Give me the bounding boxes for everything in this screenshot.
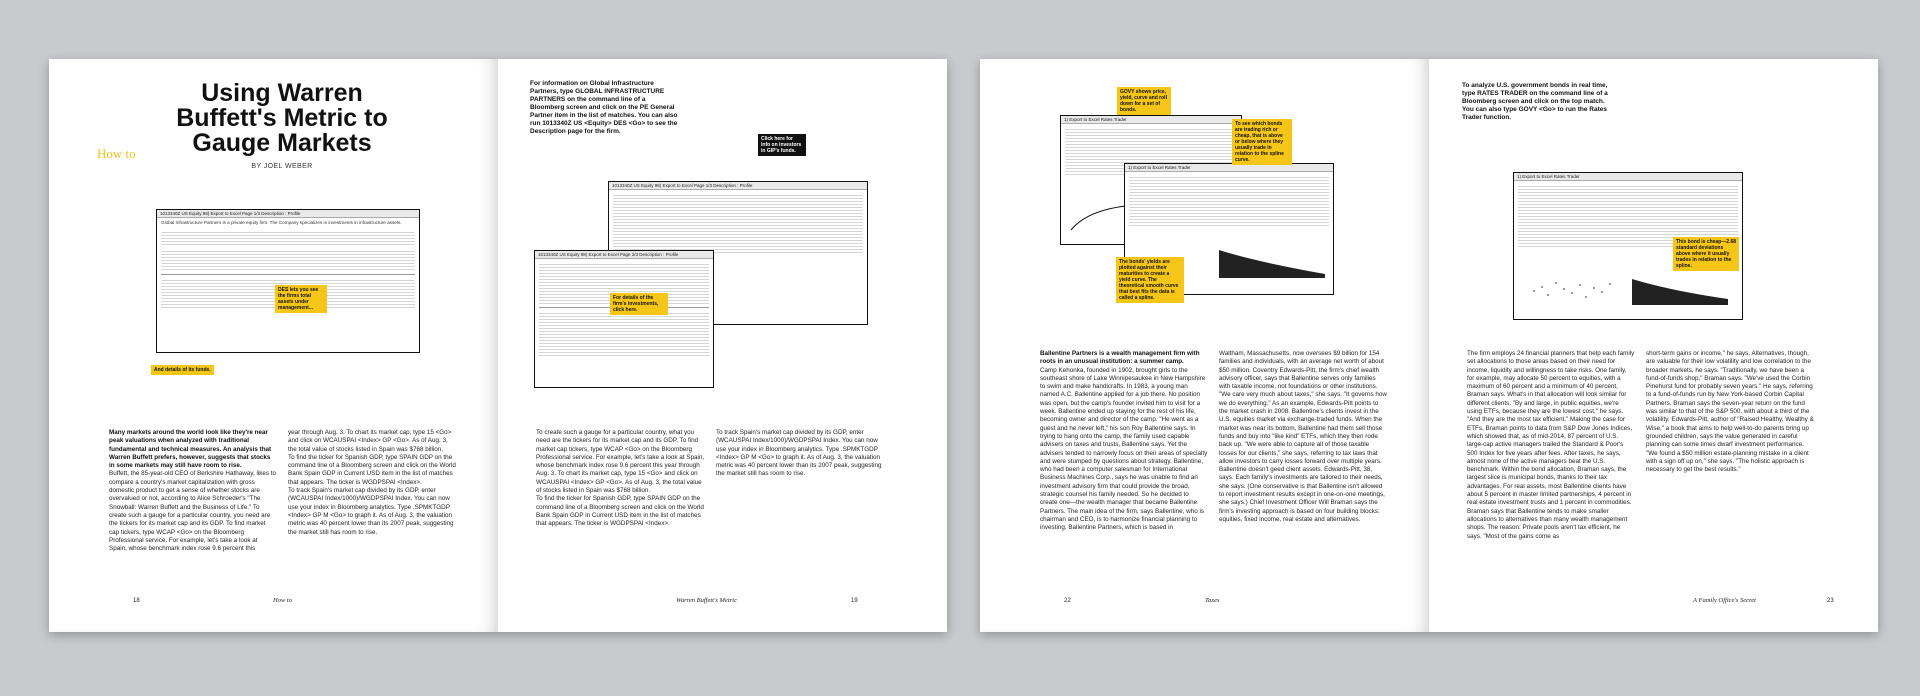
paragraph: To find the ticker for Spanish GDP, type SPAIN GDP on the command line of a Bloomberg screen and click on the World Bank Spain GDP in Current USD item in the list of matches that appears. The ticker is WGDPSPAI <Index>.: [288, 453, 456, 486]
screenshot-header: 1) Export to Excel Rates Trader: [1125, 164, 1333, 172]
body-column-1: [109, 429, 277, 553]
bloomberg-screenshot: [156, 209, 420, 353]
running-head: Taxes: [1205, 597, 1220, 604]
paragraph: Camp Kehonka, founded in 1902, brought girls to the southeast shore of Lake Winnipesaukee in New Hampshire to swim and make handicrafts. In 1983, a young man named A.C. Ballentine applied for a job there. No position was open, but the camp's founder invited him to visit for a week. Ballentine ended up staying for the rest of his life, becoming owner and director of the camp. "He went as a guest and he never left," his son Roy Ballentine says. In trying to hang onto the camp, the family used capable advisers on taxes and trusts, Ballentine says. Yet the advisers tended to narrowly focus on their areas of specialty and were stumped by questions about strategy. Ballentine, who had been a computer salesman for International Business Machines Corp., says he was unable to find an investment advisory firm that could provide the broad, strategic counsel his family needed. So he decided to create one—the wealth manager that became Ballentine Partners. The main idea of the firm, says Ballentine, who is chairman and CEO, is to harmonize financial planning to investing. Ballentine Partners, which is based in: [1040, 366, 1208, 532]
callout-investments: For details of the firm's investments, click here.: [610, 293, 668, 315]
body-column-2: [1646, 350, 1814, 474]
spread-right: [980, 59, 1878, 632]
running-head: A Family Office's Secret: [1693, 597, 1756, 604]
scatter-chart-icon: [1522, 269, 1732, 309]
paragraph: Waltham, Massachusetts, now oversees $9 billion for 154 families and individuals, with an average net worth of about $50 million. Coventry Edwards-Pitt, the firm's chief wealth advisory officer, says that Ballentine serves only families with taxable income, not foundations or other institutions. "We care very much about taxes," she says. "It governs how we do everything." As an example, Edwards-Pitt points to the market crash in 2008. Ballentine's clients invest in the U.S. equities market via exchange-traded funds. When the market was near its bottom, Ballentine had them sell those funds and buy into "like kind" ETFs, which they then rode back up. "We were able to capture all of those taxable losses for our clients," she says, referring to tax laws that allow investors to carry losses forward over multiple years. Ballentine doesn't geed client assets. Edwards-Pitt, 38, says. Each family's investments are tailored to their needs, she says. (One conservative is that Ballentine isn't allowed to report investment results except in one-on-one meetings, she says.) Chief Investment Officer Will Braman says the firm's investing approach is based on four building blocks: equities, fixed income, real estate and alternatives.: [1219, 350, 1387, 523]
paragraph: Buffett, the 85-year-old CEO of Berkshire Hathaway, likes to compare a country's market capitalization with gross domestic product to get a sense of whether stocks are overvalued or not, according to Alice Schroeder's "The Snowball: Warren Buffett and the Business of Life." To create such a gauge for a particular country, you need are the tickers for its market cap and its GDP. To find market cap tickers, type WCAP <Go> on the Bloomberg Professional service. For example, let's take a look at Spain, whose benchmark index rose 9.6 percent this: [109, 470, 277, 553]
instruction-paragraph: To analyze U.S. government bonds in real time, type RATES TRADER on the command line of a Bloomberg screen and click on the top match. You can also type GOVY <Go> to run the Rates Trader function.: [1462, 82, 1608, 121]
byline: BY JOEL WEBER: [251, 163, 313, 170]
screenshot-header: 1013340Z US Equity 98) Export to Excel Page 1/3 Description : Profile: [609, 182, 867, 190]
body-column-1: [1467, 350, 1635, 541]
callout-investors: Click here for info on investors in GIP's funds.: [758, 134, 806, 156]
page-23: [1429, 59, 1878, 632]
callout-yield-curve: The bonds' yields are plotted against their maturities to create a yield curve. The theoretical smooth curve that best fits the data is called a spline.: [1116, 257, 1184, 303]
running-head: Warren Buffett's Metric: [676, 597, 737, 604]
lead-paragraph: Many markets around the world look like they're near peak valuations when analyzed with traditional fundamental and technical measures. An analysis that Warren Buffett prefers, however, suggests that stocks in some markets may still have room to rise.: [109, 429, 272, 470]
paragraph: To create such a gauge for a particular country, what you need are the tickers for its market cap and its GDP. To find market cap tickers, type WCAP <Go> on the Bloomberg Professional service. For example, let's take a look at Spain, whose benchmark index rose 9.6 percent this year through Aug. 3. To chart its market cap, type 15 <Go> and click on WCAUSPAI <Index> GP <Go>. As of Aug. 3, the total value of stocks listed in Spain was $768 billion.: [536, 429, 705, 495]
section-tag: How to: [97, 146, 136, 161]
screenshot-body-text: Global Infrastructure Partners is a private equity firm. The Company specializes in investments in infrastructure assets.: [161, 220, 402, 225]
page-22: [980, 59, 1429, 632]
paragraph: To find the ticker for Spanish GDP, type SPAIN GDP on the command line of a Bloomberg screen and click on the World Bank Spain GDP in Current USD item in the list of matches that appears. The ticker is WGDPSPAI <Index>.: [536, 495, 704, 528]
paragraph: To track Spain's market cap divided by its GDP, enter (WCAUSPAI Index/1000)/WGDPSPAI Index. You can now use your index in Bloomberg analytics. Type .SPMKTGDP <Index> GP M <Go> to graph it. As of Aug. 3, the valuation metric was 40 percent lower than its 2007 peak, suggesting the market still has room to rise.: [288, 487, 454, 536]
spline-chart-icon: [1217, 244, 1327, 278]
screenshot-header: 1) Export to Excel Rates Trader: [1514, 173, 1742, 181]
lead-paragraph: Ballentine Partners is a wealth management firm with roots in an unusual institution: a summer camp.: [1040, 350, 1200, 366]
screenshot-header: 1) Export to Excel Rates Trader: [1061, 116, 1241, 124]
bloomberg-screenshot-front: [534, 250, 714, 388]
callout-govy: GOVY shows price, yield, curve and roll down for a set of bonds.: [1117, 87, 1171, 115]
running-head: How to: [273, 597, 292, 604]
callout-rich-cheap: To see which bonds are trading rich or cheap, that is above or below where they usually trade in relation to the spline curve.: [1232, 119, 1292, 165]
instruction-paragraph: For information on Global Infrastructure Partners, type GLOBAL INFRASTRUCTURE PARTNERS on the command line of a Bloomberg screen and click on the PE General Partner item in the list of matches. You can also run 1013340Z US <Equity> DES <Go> to see the Description page for the firm.: [530, 80, 678, 135]
body-column-2: [288, 429, 456, 537]
paragraph: To track Spain's market cap divided by its GDP, enter (WCAUSPAI Index/1000)/WGDPSPAI Index. You can now use your index in Bloomberg analytics. Type .SPMKTGDP <Index> GP M <Go> to graph it. As of Aug. 3, the valuation metric was 40 percent lower than its 2007 peak, suggesting the market still has room to rise.: [716, 429, 882, 478]
screenshot-header: 1013340Z US Equity 98) Export to Excel Page 1/3 Description : Profile: [157, 210, 419, 218]
folio: 18: [133, 598, 140, 604]
folio: 23: [1827, 598, 1834, 604]
callout-cheap-bond: This bond is cheap—2.68 standard deviations above where it usually trades in relation to the spline.: [1673, 237, 1739, 271]
callout-des-assets: DES lets you see the firms total assets under management...: [275, 285, 327, 313]
article-title: Using Warren Buffett's Metric to Gauge Markets: [176, 79, 388, 157]
body-column-2: [1219, 350, 1387, 524]
spread-left: [49, 59, 947, 632]
folio: 22: [1064, 598, 1071, 604]
paragraph: The firm employs 24 financial planners that help each family set allocations to those areas based on their need for income, liquidity and willingness to take risks. One family, for example, may allocate 50 percent to equities, with a maximum of 60 percent and a minimum of 40 percent, Braman says. What's in that allocation will look similar for different clients. "By and large, in public equities, we're using ETFs, because they are the lowest cost," he says. "And they are the most tax efficient." Making the case for ETFs, Braman points to data from S&P Dow Jones Indices, which showed that, as of mid-2014, 87 percent of U.S. large-cap active managers trailed the Standard & Poor's 500 Index for five years after fees. After taxes, he says, almost none of the active managers beat the U.S. benchmark. Within the bond allocation, Braman says, the largest slice is municipal bonds, thanks to their tax advantages. For real assets, most Ballentine clients have about 5 percent in master limited partnerships, 4 percent in real estate investment trusts and 1 percent in commodities. Braman says that Ballentine tends to make smaller allocations to alternatives than many wealth management shops. The reason: Private pools aren't tax efficient, he says. "Most of the gains come as: [1467, 350, 1635, 540]
body-column-1: [1040, 350, 1208, 533]
page-18: [49, 59, 498, 632]
paragraph: year through Aug. 3. To chart its market cap, type 15 <Go> and click on WCAUSPAI <Index> GP <Go>. As of Aug. 3, the total value of stocks listed in Spain was $768 billion.: [288, 429, 452, 453]
folio: 19: [851, 598, 858, 604]
body-column-1: [536, 429, 706, 529]
body-column-2: [716, 429, 886, 479]
screenshot-header: 1013340Z US Equity 98) Export to Excel Page 3/3 Description : Profile: [535, 251, 713, 259]
paragraph: short-term gains or income," he says. Alternatives, though, are valuable for their low volatility and low correlation to the broader markets, he says. "Traditionally, we have been a fund-of-funds shop," Braman says. "We've used the Corbin Pinehurst fund for probably seven years." He says, referring to a fund-of-funds run by New York-based Corbin Capital Partners. Braman says the seven-year return on the fund was similar to that of the S&P 500, with about a third of the volatility. Edwards-Pitt, author of "Raised Healthy, Wealthy & Wise," a book that aims to help well-to-do parents bring up grounded children, says the value generated in careful planning can some times dwarf investment performance. "We found a $50 million estate-planning mistake in a client with a sign off up on," she says. "The holistic approach is necessary to get the best results.": [1646, 350, 1814, 474]
page-19: [498, 59, 947, 632]
callout-fund-details: And details of its funds.: [151, 365, 214, 375]
